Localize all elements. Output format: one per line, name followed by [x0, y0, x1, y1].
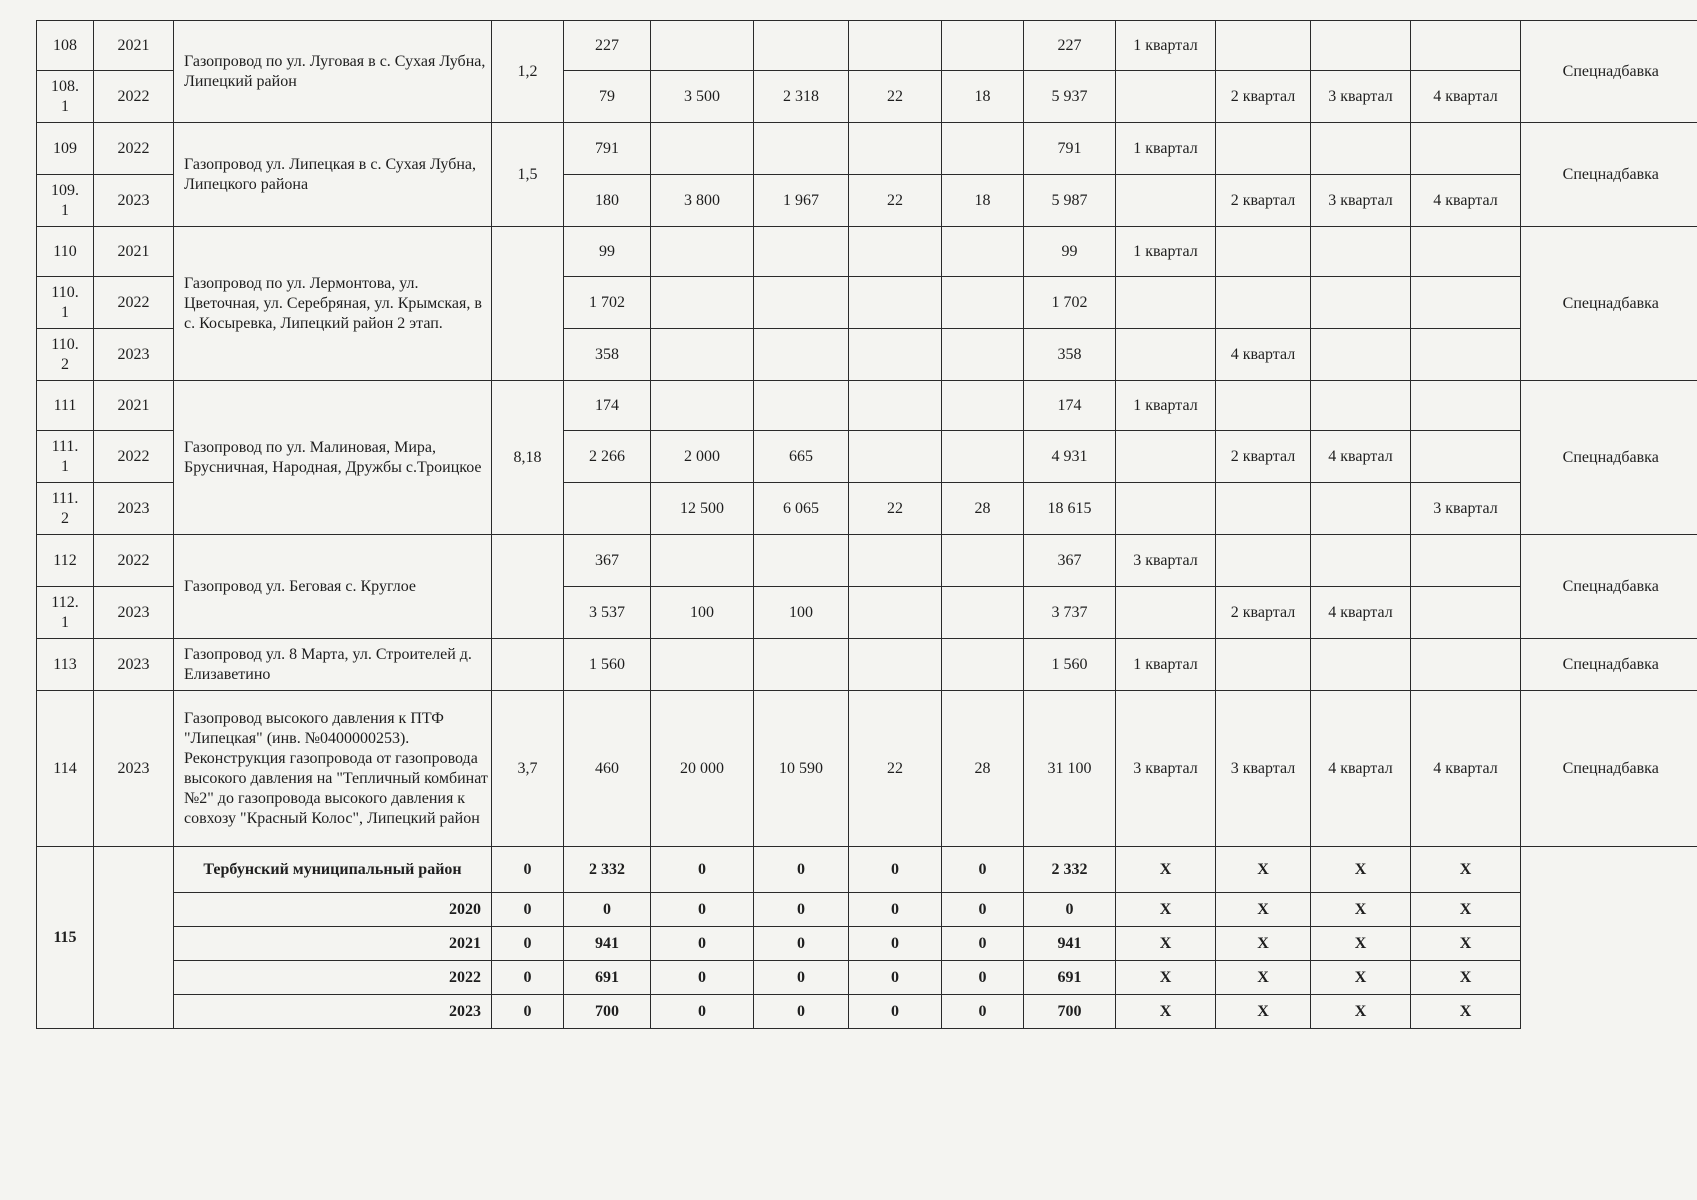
- stage-start-cell: 4 квартал: [1216, 329, 1311, 381]
- row-number-cell: 108: [37, 21, 94, 71]
- stage-design-cell: 3 квартал: [1116, 535, 1216, 587]
- district-cost-design-cell: 0: [564, 893, 651, 927]
- row-number-cell: 111: [37, 381, 94, 431]
- cost-other-b-cell: [942, 639, 1024, 691]
- cost-design-cell: 99: [564, 227, 651, 277]
- district-mark-cell: Х: [1311, 927, 1411, 961]
- cost-other-b-cell: [942, 381, 1024, 431]
- stage-end-cell: 4 квартал: [1311, 431, 1411, 483]
- stage-commission-cell: [1411, 431, 1521, 483]
- cost-other-a-cell: [849, 277, 942, 329]
- cost-total-cell: 18 615: [1024, 483, 1116, 535]
- year-cell: 2021: [94, 227, 174, 277]
- stage-commission-cell: 4 квартал: [1411, 175, 1521, 227]
- cost-total-cell: 358: [1024, 329, 1116, 381]
- stage-end-cell: [1311, 639, 1411, 691]
- cost-other-b-cell: 28: [942, 483, 1024, 535]
- stage-design-cell: [1116, 587, 1216, 639]
- cost-smr-cell: [651, 21, 754, 71]
- district-mark-cell: Х: [1116, 847, 1216, 893]
- length-km-cell: 1,5: [492, 123, 564, 227]
- row-number-cell: 110. 1: [37, 277, 94, 329]
- cost-design-cell: [564, 483, 651, 535]
- stage-design-cell: 1 квартал: [1116, 639, 1216, 691]
- district-year-cell: 2020: [174, 893, 492, 927]
- stage-start-cell: [1216, 535, 1311, 587]
- year-cell: 2022: [94, 277, 174, 329]
- stage-commission-cell: [1411, 21, 1521, 71]
- stage-start-cell: [1216, 381, 1311, 431]
- district-cost-other-a-cell: 0: [849, 893, 942, 927]
- object-name-cell: Газопровод ул. Беговая с. Круглое: [174, 535, 492, 639]
- cost-other-b-cell: [942, 277, 1024, 329]
- cost-smr-cell: [651, 535, 754, 587]
- stage-start-cell: [1216, 123, 1311, 175]
- stage-end-cell: [1311, 123, 1411, 175]
- cost-smr-cell: 2 000: [651, 431, 754, 483]
- district-mark-cell: Х: [1411, 927, 1521, 961]
- stage-start-cell: 2 квартал: [1216, 71, 1311, 123]
- district-mark-cell: Х: [1116, 927, 1216, 961]
- district-number-cell: 115: [37, 847, 94, 1029]
- cost-design-cell: 367: [564, 535, 651, 587]
- district-cost-other-a-cell: 0: [849, 847, 942, 893]
- cost-smr-cell: 12 500: [651, 483, 754, 535]
- length-km-cell: 8,18: [492, 381, 564, 535]
- cost-total-cell: 791: [1024, 123, 1116, 175]
- cost-total-cell: 1 702: [1024, 277, 1116, 329]
- stage-design-cell: 1 квартал: [1116, 123, 1216, 175]
- stage-start-cell: 3 квартал: [1216, 691, 1311, 847]
- district-cost-equipment-cell: 0: [754, 927, 849, 961]
- district-cost-smr-cell: 0: [651, 893, 754, 927]
- year-cell: 2021: [94, 381, 174, 431]
- district-length-cell: 0: [492, 961, 564, 995]
- cost-other-b-cell: [942, 431, 1024, 483]
- cost-equipment-cell: [754, 123, 849, 175]
- district-cost-other-b-cell: 0: [942, 961, 1024, 995]
- district-cost-smr-cell: 0: [651, 995, 754, 1029]
- district-year-cell: 2023: [174, 995, 492, 1029]
- district-cost-total-cell: 2 332: [1024, 847, 1116, 893]
- stage-commission-cell: [1411, 123, 1521, 175]
- year-cell: 2022: [94, 431, 174, 483]
- length-km-cell: 1,2: [492, 21, 564, 123]
- cost-smr-cell: [651, 227, 754, 277]
- cost-other-a-cell: 22: [849, 691, 942, 847]
- stage-end-cell: 3 квартал: [1311, 175, 1411, 227]
- district-cost-equipment-cell: 0: [754, 893, 849, 927]
- cost-equipment-cell: [754, 535, 849, 587]
- row-number-cell: 108. 1: [37, 71, 94, 123]
- stage-start-cell: [1216, 483, 1311, 535]
- length-km-cell: [492, 535, 564, 639]
- object-name-cell: Газопровод высокого давления к ПТФ "Липецкая" (инв. №0400000253). Реконструкция газопровода от газопровода высокого давления на "Тепличный комбинат №2" до газопровода высокого давления к совхозу "Красный Колос", Липецкий район: [174, 691, 492, 847]
- year-cell: 2023: [94, 175, 174, 227]
- district-cost-other-a-cell: 0: [849, 995, 942, 1029]
- district-summary-row: [37, 927, 1697, 961]
- cost-design-cell: 358: [564, 329, 651, 381]
- cost-smr-cell: 3 800: [651, 175, 754, 227]
- cost-design-cell: 174: [564, 381, 651, 431]
- cost-total-cell: 5 937: [1024, 71, 1116, 123]
- district-cost-other-b-cell: 0: [942, 927, 1024, 961]
- year-cell: 2023: [94, 587, 174, 639]
- district-mark-cell: Х: [1311, 995, 1411, 1029]
- cost-other-b-cell: [942, 329, 1024, 381]
- district-mark-cell: Х: [1311, 893, 1411, 927]
- stage-start-cell: [1216, 277, 1311, 329]
- stage-start-cell: 2 квартал: [1216, 175, 1311, 227]
- district-mark-cell: Х: [1216, 847, 1311, 893]
- stage-start-cell: 2 квартал: [1216, 431, 1311, 483]
- district-cost-total-cell: 700: [1024, 995, 1116, 1029]
- stage-design-cell: [1116, 431, 1216, 483]
- object-name-cell: Газопровод по ул. Малиновая, Мира, Брусничная, Народная, Дружбы с.Троицкое: [174, 381, 492, 535]
- stage-commission-cell: [1411, 381, 1521, 431]
- district-cost-total-cell: 691: [1024, 961, 1116, 995]
- table-row: [37, 123, 1697, 175]
- year-cell: 2023: [94, 639, 174, 691]
- cost-design-cell: 460: [564, 691, 651, 847]
- district-summary-row: [37, 961, 1697, 995]
- district-cost-other-b-cell: 0: [942, 995, 1024, 1029]
- stage-commission-cell: [1411, 277, 1521, 329]
- row-number-cell: 112. 1: [37, 587, 94, 639]
- district-cost-equipment-cell: 0: [754, 847, 849, 893]
- cost-equipment-cell: [754, 277, 849, 329]
- table-body: [37, 21, 1697, 1029]
- row-number-cell: 113: [37, 639, 94, 691]
- object-name-cell: Газопровод по ул. Лермонтова, ул. Цветочная, ул. Серебряная, ул. Крымская, в с. Косыревка, Липецкий район 2 этап.: [174, 227, 492, 381]
- district-cost-design-cell: 700: [564, 995, 651, 1029]
- cost-smr-cell: [651, 123, 754, 175]
- cost-equipment-cell: [754, 639, 849, 691]
- row-number-cell: 109: [37, 123, 94, 175]
- district-length-cell: 0: [492, 927, 564, 961]
- table-row: [37, 691, 1697, 847]
- stage-start-cell: [1216, 227, 1311, 277]
- cost-other-b-cell: [942, 227, 1024, 277]
- stage-end-cell: [1311, 277, 1411, 329]
- year-cell: 2022: [94, 535, 174, 587]
- district-summary-row: [37, 847, 1697, 893]
- length-km-cell: 3,7: [492, 691, 564, 847]
- cost-smr-cell: [651, 381, 754, 431]
- district-year-cell: 2021: [174, 927, 492, 961]
- district-cost-design-cell: 691: [564, 961, 651, 995]
- length-km-cell: [492, 227, 564, 381]
- stage-end-cell: [1311, 21, 1411, 71]
- cost-total-cell: 1 560: [1024, 639, 1116, 691]
- cost-other-b-cell: [942, 123, 1024, 175]
- stage-design-cell: [1116, 329, 1216, 381]
- district-mark-cell: Х: [1411, 961, 1521, 995]
- stage-commission-cell: [1411, 639, 1521, 691]
- stage-end-cell: 3 квартал: [1311, 71, 1411, 123]
- cost-other-a-cell: [849, 535, 942, 587]
- stage-design-cell: [1116, 71, 1216, 123]
- district-mark-cell: Х: [1311, 961, 1411, 995]
- cost-smr-cell: 3 500: [651, 71, 754, 123]
- row-number-cell: 111. 1: [37, 431, 94, 483]
- year-cell: 2023: [94, 329, 174, 381]
- stage-commission-cell: [1411, 587, 1521, 639]
- cost-equipment-cell: 2 318: [754, 71, 849, 123]
- cost-other-a-cell: [849, 227, 942, 277]
- district-mark-cell: Х: [1411, 847, 1521, 893]
- district-year-blank-cell: [94, 847, 174, 1029]
- district-cost-total-cell: 0: [1024, 893, 1116, 927]
- district-cost-other-b-cell: 0: [942, 847, 1024, 893]
- stage-design-cell: [1116, 175, 1216, 227]
- stage-commission-cell: [1411, 329, 1521, 381]
- cost-smr-cell: 20 000: [651, 691, 754, 847]
- cost-other-a-cell: [849, 639, 942, 691]
- cost-other-a-cell: 22: [849, 175, 942, 227]
- object-name-cell: Газопровод ул. Липецкая в с. Сухая Лубна, Липецкого района: [174, 123, 492, 227]
- district-mark-cell: Х: [1116, 893, 1216, 927]
- gas-pipeline-program-table: [36, 20, 1697, 1029]
- stage-commission-cell: [1411, 535, 1521, 587]
- stage-design-cell: [1116, 483, 1216, 535]
- cost-equipment-cell: 1 967: [754, 175, 849, 227]
- district-cost-equipment-cell: 0: [754, 961, 849, 995]
- cost-design-cell: 79: [564, 71, 651, 123]
- district-cost-smr-cell: 0: [651, 847, 754, 893]
- stage-design-cell: 1 квартал: [1116, 381, 1216, 431]
- district-cost-design-cell: 941: [564, 927, 651, 961]
- object-name-cell: Газопровод ул. 8 Марта, ул. Строителей д. Елизаветино: [174, 639, 492, 691]
- district-cost-equipment-cell: 0: [754, 995, 849, 1029]
- cost-other-b-cell: 28: [942, 691, 1024, 847]
- district-name-cell: Тербунский муниципальный район: [174, 847, 492, 893]
- cost-design-cell: 2 266: [564, 431, 651, 483]
- cost-other-a-cell: [849, 123, 942, 175]
- stage-design-cell: [1116, 277, 1216, 329]
- row-number-cell: 111. 2: [37, 483, 94, 535]
- length-km-cell: [492, 639, 564, 691]
- district-mark-cell: Х: [1116, 995, 1216, 1029]
- cost-total-cell: 99: [1024, 227, 1116, 277]
- district-mark-cell: Х: [1216, 893, 1311, 927]
- cost-design-cell: 1 702: [564, 277, 651, 329]
- stage-end-cell: [1311, 483, 1411, 535]
- stage-commission-cell: [1411, 227, 1521, 277]
- district-summary-row: [37, 893, 1697, 927]
- stage-commission-cell: 4 квартал: [1411, 71, 1521, 123]
- cost-other-a-cell: [849, 587, 942, 639]
- cost-equipment-cell: 6 065: [754, 483, 849, 535]
- funding-source-cell: Спецнадбавка: [1521, 227, 1697, 381]
- cost-other-b-cell: [942, 21, 1024, 71]
- row-number-cell: 110. 2: [37, 329, 94, 381]
- district-mark-cell: Х: [1311, 847, 1411, 893]
- stage-end-cell: 4 квартал: [1311, 691, 1411, 847]
- cost-smr-cell: [651, 277, 754, 329]
- cost-equipment-cell: [754, 329, 849, 381]
- district-cost-other-a-cell: 0: [849, 927, 942, 961]
- stage-end-cell: [1311, 227, 1411, 277]
- row-number-cell: 114: [37, 691, 94, 847]
- district-cost-smr-cell: 0: [651, 927, 754, 961]
- row-number-cell: 110: [37, 227, 94, 277]
- year-cell: 2022: [94, 71, 174, 123]
- cost-equipment-cell: [754, 381, 849, 431]
- funding-source-cell: Спецнадбавка: [1521, 21, 1697, 123]
- year-cell: 2023: [94, 691, 174, 847]
- funding-source-cell: Спецнадбавка: [1521, 381, 1697, 535]
- cost-total-cell: 367: [1024, 535, 1116, 587]
- cost-other-b-cell: 18: [942, 175, 1024, 227]
- cost-design-cell: 3 537: [564, 587, 651, 639]
- cost-design-cell: 1 560: [564, 639, 651, 691]
- district-mark-cell: Х: [1116, 961, 1216, 995]
- table-row: [37, 535, 1697, 587]
- cost-other-a-cell: [849, 329, 942, 381]
- cost-total-cell: 5 987: [1024, 175, 1116, 227]
- district-source-blank-cell: [1521, 847, 1697, 1029]
- cost-smr-cell: [651, 639, 754, 691]
- cost-other-a-cell: [849, 431, 942, 483]
- stage-end-cell: [1311, 381, 1411, 431]
- cost-equipment-cell: 10 590: [754, 691, 849, 847]
- stage-design-cell: 1 квартал: [1116, 21, 1216, 71]
- cost-other-a-cell: [849, 21, 942, 71]
- table-row: [37, 639, 1697, 691]
- cost-equipment-cell: [754, 21, 849, 71]
- table-row: [37, 227, 1697, 277]
- year-cell: 2022: [94, 123, 174, 175]
- stage-commission-cell: 3 квартал: [1411, 483, 1521, 535]
- cost-total-cell: 3 737: [1024, 587, 1116, 639]
- stage-end-cell: [1311, 535, 1411, 587]
- stage-end-cell: [1311, 329, 1411, 381]
- district-mark-cell: Х: [1216, 961, 1311, 995]
- district-cost-design-cell: 2 332: [564, 847, 651, 893]
- funding-source-cell: Спецнадбавка: [1521, 123, 1697, 227]
- table-row: [37, 381, 1697, 431]
- table-row: [37, 21, 1697, 71]
- district-length-cell: 0: [492, 995, 564, 1029]
- cost-design-cell: 791: [564, 123, 651, 175]
- cost-other-b-cell: 18: [942, 71, 1024, 123]
- stage-design-cell: 3 квартал: [1116, 691, 1216, 847]
- cost-equipment-cell: [754, 227, 849, 277]
- cost-equipment-cell: 100: [754, 587, 849, 639]
- district-cost-total-cell: 941: [1024, 927, 1116, 961]
- cost-other-a-cell: 22: [849, 483, 942, 535]
- stage-design-cell: 1 квартал: [1116, 227, 1216, 277]
- stage-end-cell: 4 квартал: [1311, 587, 1411, 639]
- district-mark-cell: Х: [1411, 893, 1521, 927]
- cost-total-cell: 31 100: [1024, 691, 1116, 847]
- cost-other-a-cell: 22: [849, 71, 942, 123]
- stage-commission-cell: 4 квартал: [1411, 691, 1521, 847]
- cost-total-cell: 4 931: [1024, 431, 1116, 483]
- stage-start-cell: 2 квартал: [1216, 587, 1311, 639]
- cost-other-b-cell: [942, 535, 1024, 587]
- district-mark-cell: Х: [1216, 927, 1311, 961]
- stage-start-cell: [1216, 21, 1311, 71]
- district-length-cell: 0: [492, 893, 564, 927]
- object-name-cell: Газопровод по ул. Луговая в с. Сухая Лубна, Липецкий район: [174, 21, 492, 123]
- district-cost-other-a-cell: 0: [849, 961, 942, 995]
- row-number-cell: 112: [37, 535, 94, 587]
- cost-other-a-cell: [849, 381, 942, 431]
- funding-source-cell: Спецнадбавка: [1521, 535, 1697, 639]
- row-number-cell: 109. 1: [37, 175, 94, 227]
- district-cost-smr-cell: 0: [651, 961, 754, 995]
- cost-total-cell: 174: [1024, 381, 1116, 431]
- district-summary-row: [37, 995, 1697, 1029]
- cost-equipment-cell: 665: [754, 431, 849, 483]
- funding-source-cell: Спецнадбавка: [1521, 691, 1697, 847]
- cost-design-cell: 227: [564, 21, 651, 71]
- cost-other-b-cell: [942, 587, 1024, 639]
- funding-source-cell: Спецнадбавка: [1521, 639, 1697, 691]
- district-length-cell: 0: [492, 847, 564, 893]
- district-year-cell: 2022: [174, 961, 492, 995]
- district-cost-other-b-cell: 0: [942, 893, 1024, 927]
- district-mark-cell: Х: [1216, 995, 1311, 1029]
- year-cell: 2023: [94, 483, 174, 535]
- stage-start-cell: [1216, 639, 1311, 691]
- district-mark-cell: Х: [1411, 995, 1521, 1029]
- cost-design-cell: 180: [564, 175, 651, 227]
- year-cell: 2021: [94, 21, 174, 71]
- cost-total-cell: 227: [1024, 21, 1116, 71]
- cost-smr-cell: [651, 329, 754, 381]
- cost-smr-cell: 100: [651, 587, 754, 639]
